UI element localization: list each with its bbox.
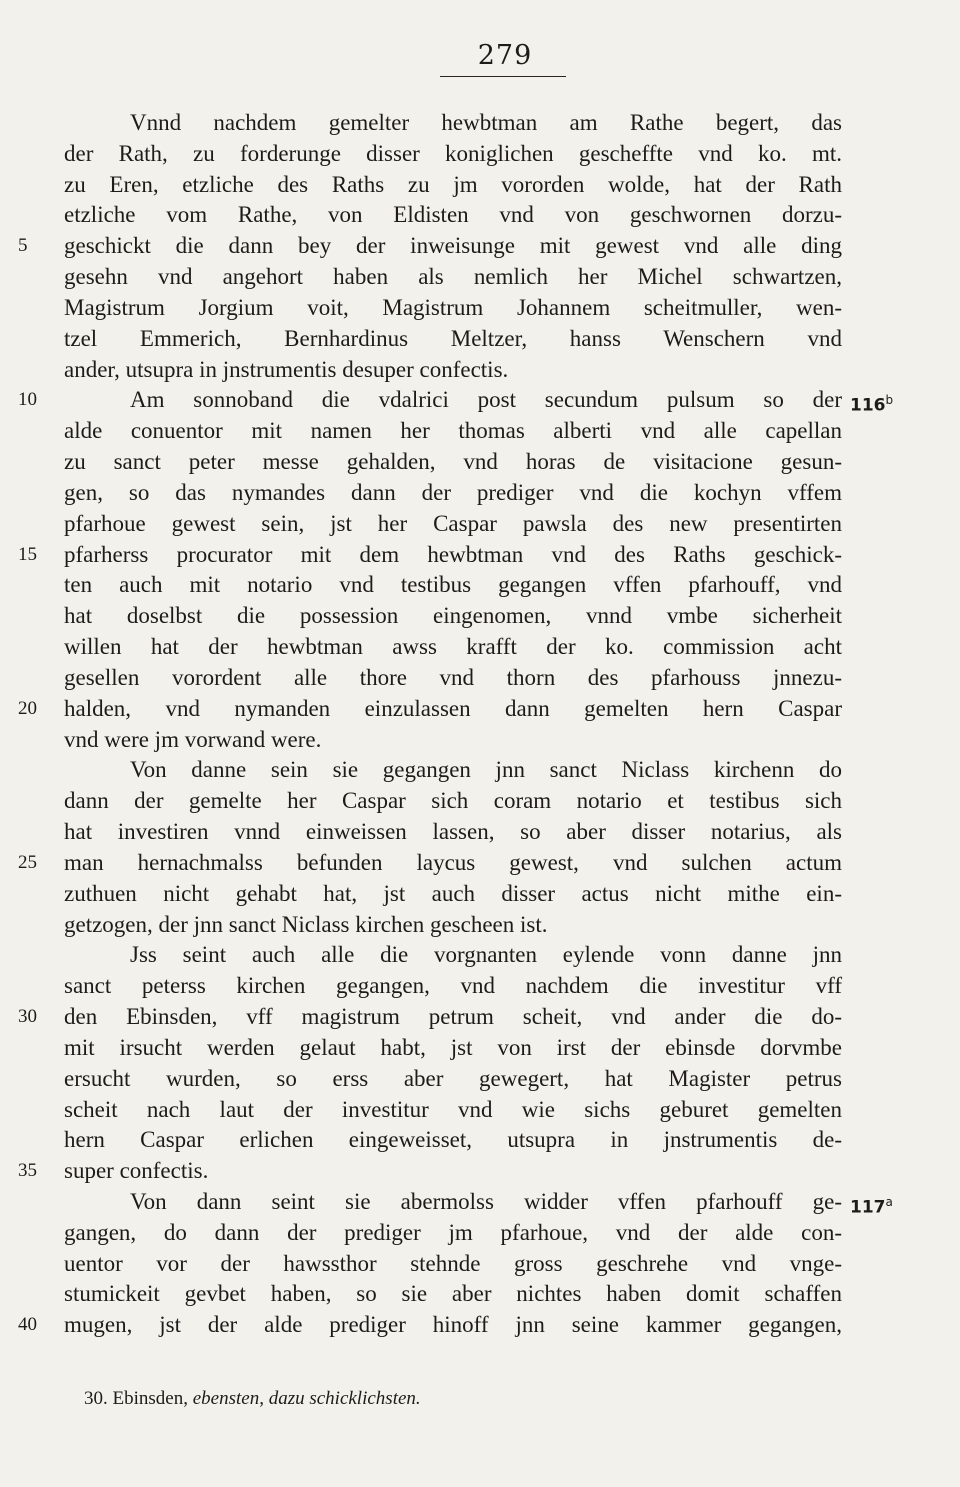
text-line (64, 786, 842, 817)
footnote (84, 1388, 844, 1410)
line-number: 5 (18, 235, 28, 257)
line-text: geschickt die dann bey der inweisunge mit gewest vnd alle ding (64, 233, 842, 259)
text-line (64, 355, 842, 386)
line-text: uentor vor der hawssthor stehnde gross geschrehe vnd vnge- (64, 1250, 842, 1276)
line-number: 35 (18, 1160, 37, 1182)
line-text: tzel Emmerich, Bernhardinus Meltzer, hanss Wenschern vnd (64, 325, 842, 351)
page-number: 279 (477, 40, 533, 71)
line-text: alde conuentor mit namen her thomas alberti vnd alle capellan (64, 418, 842, 444)
text-line (64, 971, 842, 1002)
line-number: 20 (18, 697, 37, 719)
text-line (18, 1310, 842, 1341)
text-line (64, 170, 842, 201)
line-text: pfarherss procurator mit dem hewbtman vnd des Raths geschick- (64, 541, 842, 567)
line-number: 40 (18, 1314, 37, 1336)
text-line (64, 293, 842, 324)
line-text: Von danne sein sie gegangen jnn sanct Niclass kirchenn do (130, 757, 842, 783)
line-text: ander, utsupra in jnstrumentis desuper confectis. (64, 356, 509, 382)
text-line (64, 447, 842, 478)
folio-side: a (885, 1194, 893, 1209)
line-text: etzliche vom Rathe, von Eldisten vnd von geschwornen dorzu- (64, 202, 842, 228)
text-line (18, 385, 894, 417)
line-number: 10 (18, 389, 37, 411)
line-text: Vnnd nachdem gemelter hewbtman am Rathe begert, das (130, 110, 842, 135)
line-number: 15 (18, 543, 37, 565)
text-line (64, 1187, 893, 1218)
text-line (64, 324, 842, 355)
line-text: pfarhoue gewest sein, jst her Caspar pawsla des new presentirten (64, 510, 842, 536)
text-line (64, 570, 842, 601)
line-text: willen hat der hewbtman awss krafft der ko. commission acht (64, 634, 842, 660)
text-line (64, 940, 842, 971)
text-line (64, 879, 842, 910)
line-text: stumickeit gevbet haben, so sie aber nichtes haben domit schaffen (64, 1281, 842, 1307)
line-number: 25 (18, 851, 37, 873)
line-text: zu sanct peter messe gehalden, vnd horas de visitacione gesun- (64, 449, 842, 475)
folio-side: b (885, 393, 894, 408)
text-line (64, 416, 842, 447)
line-number: 30 (18, 1006, 37, 1028)
text-line (64, 1064, 842, 1095)
text-line (64, 1095, 842, 1126)
line-text: ersucht wurden, so erss aber gewegert, hat Magister petrus (64, 1065, 842, 1091)
text-line (18, 848, 842, 879)
line-text: mugen, jst der alde prediger hinoff jnn seine kammer gegangen, (64, 1312, 842, 1338)
line-text: zuthuen nicht gehabt hat, jst auch disser actus nicht mithe ein- (64, 880, 842, 906)
text-line (64, 478, 842, 509)
text-line (64, 1125, 842, 1156)
page-number-rule (440, 76, 566, 77)
line-text: man hernachmalss befunden laycus gewest, vnd sulchen actum (64, 849, 842, 875)
text-line (64, 663, 842, 694)
line-text: gesehn vnd angehort haben als nemlich her Michel schwartzen, (64, 264, 842, 290)
folio-number: 117 (850, 1197, 886, 1218)
line-text: Jss seint auch alle die vorgnanten eylende vonn danne jnn (130, 942, 842, 968)
text-line (64, 1218, 842, 1249)
text-line (64, 910, 842, 941)
footnote-ref: 30. Ebinsden, (84, 1388, 188, 1409)
line-text: getzogen, der jnn sanct Niclass kirchen gescheen ist. (64, 911, 548, 937)
text-line (18, 1156, 842, 1187)
text-line (64, 139, 842, 170)
text-line (64, 817, 842, 848)
line-text: Magistrum Jorgium voit, Magistrum Johannem scheitmuller, wen- (64, 294, 842, 320)
footnote-gloss: ebensten, dazu schicklichsten. (192, 1388, 421, 1409)
body-text (18, 108, 894, 1341)
text-line (64, 200, 842, 231)
text-line (64, 1279, 842, 1310)
text-line (18, 1002, 842, 1033)
text-line (18, 540, 842, 571)
line-text: zu Eren, etzliche des Raths zu jm vororden wolde, hat der Rath (64, 171, 842, 197)
text-line (64, 509, 842, 540)
text-line (64, 755, 842, 786)
line-text: vnd were jm vorwand were. (64, 726, 322, 752)
line-text: hern Caspar erlichen eingeweisset, utsupra in jnstrumentis de- (64, 1127, 842, 1153)
folio-marker (850, 385, 893, 421)
line-text: hat investiren vnnd einweissen lassen, so aber disser notarius, als (64, 819, 842, 845)
line-text: ten auch mit notario vnd testibus gegangen vffen pfarhouff, vnd (64, 572, 842, 598)
line-text: mit irsucht werden gelaut habt, jst von irst der ebinsde dorvmbe (64, 1034, 842, 1060)
line-text: halden, vnd nymanden einzulassen dann gemelten hern Caspar (64, 695, 842, 721)
folio-number: 116 (850, 396, 886, 417)
line-text: gangen, do dann der prediger jm pfarhoue, vnd der alde con- (64, 1219, 842, 1245)
line-text: Von dann seint sie abermolss widder vffen pfarhouff ge- (130, 1188, 842, 1214)
line-text: scheit nach laut der investitur vnd wie sichs geburet gemelten (64, 1096, 842, 1122)
text-line (18, 694, 842, 725)
line-text: hat doselbst die possession eingenomen, vnnd vmbe sicherheit (64, 603, 842, 629)
text-line (64, 725, 842, 756)
text-line (64, 632, 842, 663)
text-line (64, 1033, 842, 1064)
line-text: den Ebinsden, vff magistrum petrum scheit, vnd ander die do- (64, 1004, 842, 1030)
line-text: der Rath, zu forderunge disser koniglichen gescheffte vnd ko. mt. (64, 140, 842, 166)
text-line (64, 262, 842, 293)
text-line (64, 1249, 842, 1280)
text-line (64, 601, 842, 632)
text-line (18, 231, 842, 262)
line-text: dann der gemelte her Caspar sich coram notario et testibus sich (64, 788, 842, 814)
line-text: gesellen vorordent alle thore vnd thorn des pfarhouss jnnezu- (64, 664, 842, 690)
text-line (64, 108, 842, 139)
line-text: super confectis. (64, 1158, 209, 1184)
line-text: Am sonnoband die vdalrici post secundum pulsum so der (130, 387, 842, 413)
line-text: sanct peterss kirchen gegangen, vnd nachdem die investitur vff (64, 973, 842, 999)
folio-marker (850, 1187, 893, 1223)
line-text: gen, so das nymandes dann der prediger vnd die kochyn vffem (64, 479, 842, 505)
